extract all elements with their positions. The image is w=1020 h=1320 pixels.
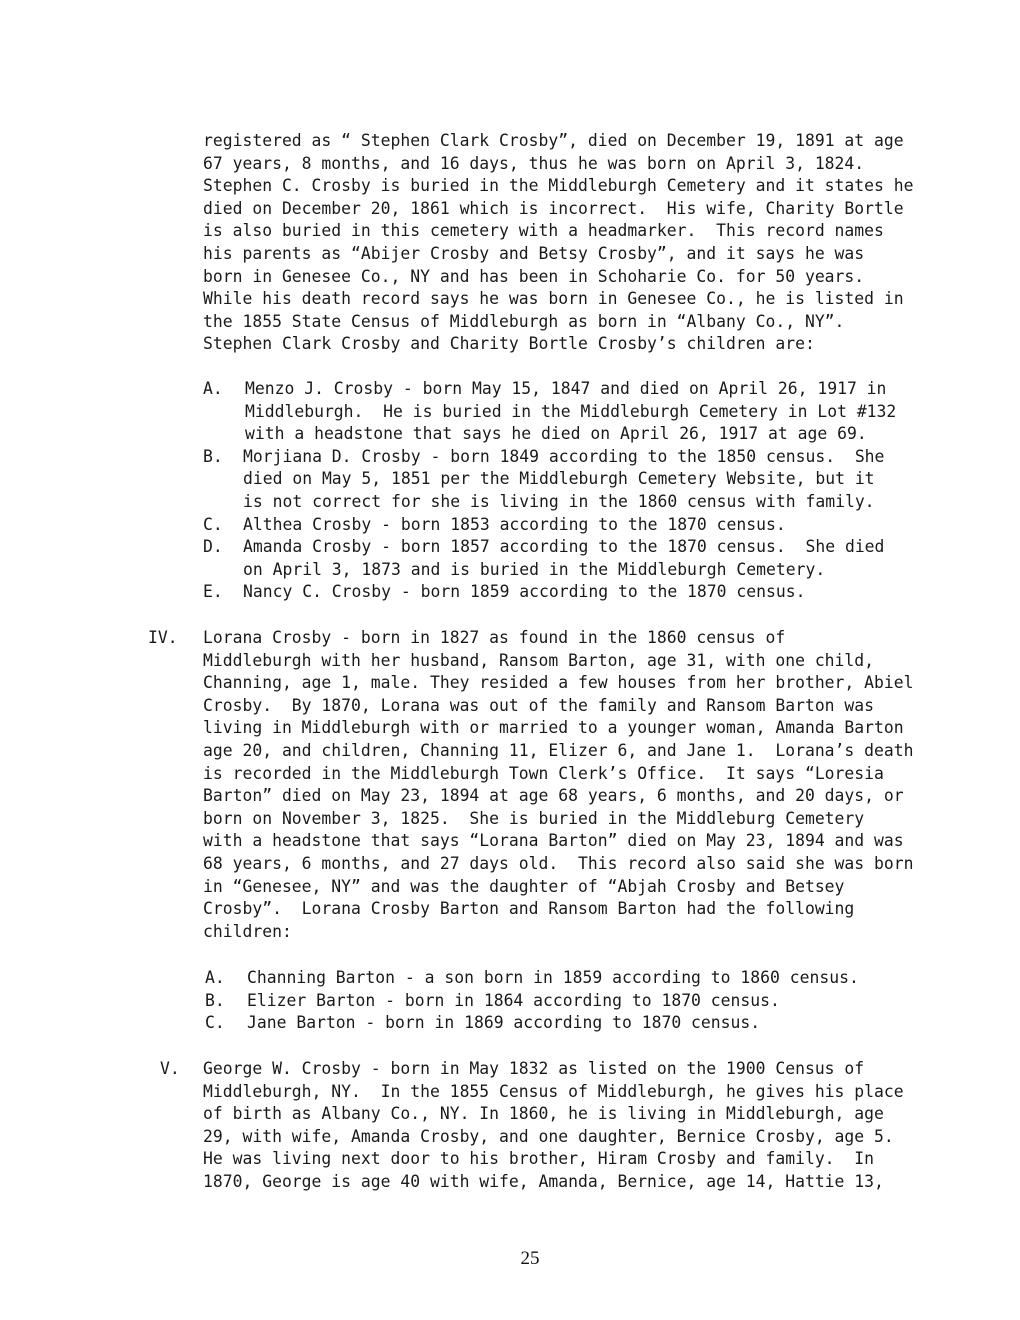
text-line: Stephen Clark Crosby and Charity Bortle Crosby’s children are: [203,334,815,354]
text-line: died on December 20, 1861 which is incorrect. His wife, Charity Bortle [203,198,904,218]
list-marker: D. [203,537,223,557]
text-line: the 1855 State Census of Middleburgh as born in “Albany Co., NY”. [203,311,845,331]
text-line: living in Middleburgh with or married to a younger woman, Amanda Barton [203,718,904,738]
text-line: Crosby. By 1870, Lorana was out of the family and Ransom Barton was [203,695,875,715]
list-marker: B. [205,990,225,1010]
list-item-line: on April 3, 1873 and is buried in the Middleburgh Cemetery. [243,559,826,579]
text-line: George W. Crosby - born in May 1832 as listed on the 1900 Census of [203,1059,865,1078]
list-item-line: died on May 5, 1851 per the Middleburgh Cemetery Website, but it [243,469,875,489]
text-line: He was living next door to his brother, Hiram Crosby and family. In [203,1149,875,1169]
list-item-line: Middleburgh. He is buried in the Middleburgh Cemetery in Lot #132 [245,401,897,421]
list-marker: E. [203,582,223,602]
list-item-line: Menzo J. Crosby - born May 15, 1847 and died on April 26, 1917 in [245,379,887,398]
text-line: is recorded in the Middleburgh Town Clerk’s Office. It says “Loresia [203,763,884,783]
text-line: 68 years, 6 months, and 27 days old. This record also said she was born [203,854,914,873]
list-item-line: Elizer Barton - born in 1864 according to 1870 census. [247,990,780,1010]
section-numeral: V. [160,1059,180,1078]
list-item-line: Channing Barton - a son born in 1859 according to 1860 census. [247,968,859,987]
section-numeral: IV. [148,628,178,647]
page-number: 25 [520,1248,540,1269]
list-item-line: Morjiana D. Crosby - born 1849 according to the 1850 census. She [243,446,885,466]
text-line: 1870, George is age 40 with wife, Amanda, Bernice, age 14, Hattie 13, [203,1172,884,1191]
text-line: his parents as “Abijer Crosby and Betsy Crosby”, and it says he was [203,244,865,263]
text-line: in “Genesee, NY” and was the daughter of “Abjah Crosby and Betsey [203,876,845,896]
text-line: Stephen C. Crosby is buried in the Middleburgh Cemetery and it states he [203,176,914,196]
list-item-line: Althea Crosby - born 1853 according to the 1870 census. [243,514,786,534]
list-item-line: Jane Barton - born in 1869 according to 1870 census. [247,1013,761,1033]
text-line: 29, with wife, Amanda Crosby, and one daughter, Bernice Crosby, age 5. [203,1126,894,1146]
text-line: While his death record says he was born in Genesee Co., he is listed in [203,289,904,309]
text-line: registered as “ Stephen Clark Crosby”, died on December 19, 1891 at age [203,131,904,150]
list-item-line: Nancy C. Crosby - born 1859 according to the 1870 census. [243,582,806,602]
list-marker: A. [205,968,225,987]
text-line: children: [203,921,292,941]
list-marker: B. [203,446,223,466]
list-marker: A. [203,379,223,398]
text-line: of birth as Albany Co., NY. In 1860, he is living in Middleburgh, age [203,1104,884,1124]
text-line: Crosby”. Lorana Crosby Barton and Ransom Barton had the following [203,899,855,919]
text-line: Barton” died on May 23, 1894 at age 68 years, 6 months, and 20 days, or [203,786,904,806]
list-item-line: with a headstone that says he died on April 26, 1917 at age 69. [245,424,867,444]
list-item-line: is not correct for she is living in the 1860 census with family. [243,492,875,511]
text-line: born in Genesee Co., NY and has been in Schoharie Co. for 50 years. [203,266,865,286]
text-line: Channing, age 1, male. They resided a few houses from her brother, Abiel [203,673,914,693]
text-line: Middleburgh with her husband, Ransom Barton, age 31, with one child, [203,650,875,670]
text-line: Lorana Crosby - born in 1827 as found in the 1860 census of [203,628,786,647]
list-marker: C. [203,514,223,534]
text-line: is also buried in this cemetery with a headmarker. This record names [203,221,884,241]
text-line: born on November 3, 1825. She is buried in the Middleburg Cemetery [203,808,865,828]
text-line: with a headstone that says “Lorana Barton” died on May 23, 1894 and was [203,831,904,851]
text-line: Middleburgh, NY. In the 1855 Census of Middleburgh, he gives his place [203,1081,904,1101]
text-line: age 20, and children, Channing 11, Elizer 6, and Jane 1. Lorana’s death [203,741,914,760]
list-marker: C. [205,1013,225,1033]
list-item-line: Amanda Crosby - born 1857 according to the 1870 census. She died [243,537,885,557]
text-line: 67 years, 8 months, and 16 days, thus he was born on April 3, 1824. [203,153,865,173]
